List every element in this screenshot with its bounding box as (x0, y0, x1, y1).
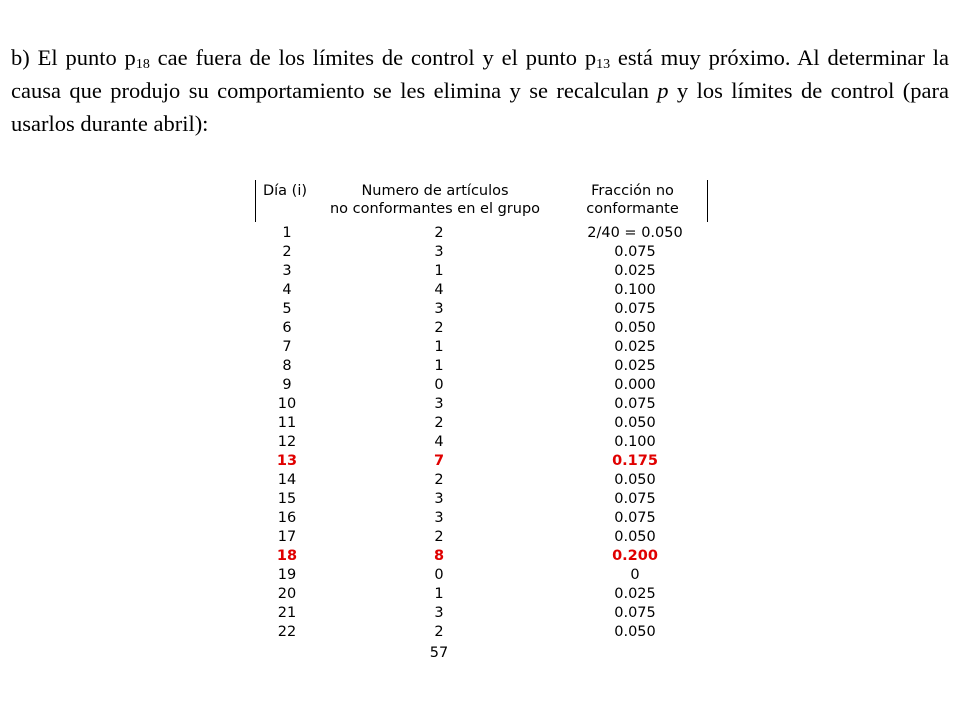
cell-count: 2 (434, 225, 444, 241)
cell-count: 3 (434, 491, 444, 507)
table-row (255, 376, 710, 395)
cell-fraction: 0.050 (614, 624, 656, 640)
cell-fraction: 0.025 (614, 263, 656, 279)
table-right-border (707, 180, 708, 222)
table-row (255, 243, 710, 262)
cell-count: 2 (434, 320, 444, 336)
table-row (255, 300, 710, 319)
cell-count: 4 (434, 282, 444, 298)
header-count-line1: Numero de artículos (361, 183, 509, 199)
subscript-13: 13 (596, 57, 611, 72)
cell-count: 3 (434, 244, 444, 260)
cell-day: 2 (282, 244, 292, 260)
table-row (255, 490, 710, 509)
cell-count: 2 (434, 415, 444, 431)
table-row (255, 528, 710, 547)
header-count-line2: no conformantes en el grupo (329, 201, 541, 217)
cell-count: 1 (434, 586, 444, 602)
cell-day: 15 (277, 491, 297, 507)
cell-count: 3 (434, 510, 444, 526)
cell-day: 17 (277, 529, 297, 545)
cell-day: 11 (277, 415, 297, 431)
table-body (255, 224, 710, 642)
cell-day: 10 (277, 396, 297, 412)
cell-count: 2 (434, 624, 444, 640)
table-row (255, 547, 710, 566)
paragraph-text-1: b) El punto p (11, 45, 136, 70)
cell-day: 21 (277, 605, 297, 621)
cell-day: 14 (277, 472, 297, 488)
cell-fraction: 0.075 (614, 301, 656, 317)
subscript-18: 18 (135, 57, 150, 72)
cell-count: 7 (433, 453, 445, 469)
cell-count: 4 (434, 434, 444, 450)
header-fraction-line2: conformante (586, 201, 679, 217)
cell-fraction: 0.050 (614, 529, 656, 545)
table-row (255, 566, 710, 585)
paragraph-text-4: y los límites de control (para usarlos durante abril): (11, 78, 949, 136)
cell-count: 3 (434, 301, 444, 317)
paragraph-text-3: está muy próximo. Al determinar la causa que produjo su comportamiento se les elimina y se recalculan (11, 45, 949, 103)
table-row (255, 585, 710, 604)
table-row (255, 357, 710, 376)
cell-day: 13 (276, 453, 298, 469)
table-row (255, 471, 710, 490)
table-row (255, 262, 710, 281)
cell-fraction: 0 (630, 567, 640, 583)
table-row (255, 604, 710, 623)
cell-day: 8 (282, 358, 292, 374)
header-count (315, 182, 555, 218)
table-row (255, 338, 710, 357)
cell-count: 8 (433, 548, 445, 564)
table-row (255, 623, 710, 642)
cell-count: 1 (434, 339, 444, 355)
cell-count: 1 (434, 263, 444, 279)
cell-count: 3 (434, 605, 444, 621)
cell-day: 3 (282, 263, 292, 279)
table-row (255, 319, 710, 338)
cell-day: 22 (277, 624, 297, 640)
problem-paragraph (11, 41, 949, 140)
cell-fraction: 0.025 (614, 358, 656, 374)
cell-fraction: 0.075 (614, 396, 656, 412)
cell-fraction: 0.050 (614, 320, 656, 336)
cell-fraction: 0.050 (614, 415, 656, 431)
cell-count: 0 (434, 567, 444, 583)
cell-count: 1 (434, 358, 444, 374)
cell-day: 16 (277, 510, 297, 526)
cell-fraction: 0.025 (614, 339, 656, 355)
cell-day: 7 (282, 339, 292, 355)
header-fraction (560, 182, 705, 218)
cell-day: 20 (277, 586, 297, 602)
cell-fraction: 0.050 (614, 472, 656, 488)
cell-fraction: 0.075 (614, 605, 656, 621)
cell-count: 0 (434, 377, 444, 393)
cell-fraction: 0.075 (614, 491, 656, 507)
table-row (255, 224, 710, 243)
table-row (255, 281, 710, 300)
paragraph-text-2: cae fuera de los límites de control y el punto p (149, 45, 597, 70)
table-row (255, 452, 710, 471)
cell-fraction: 0.100 (614, 282, 656, 298)
cell-fraction: 0.025 (614, 586, 656, 602)
cell-fraction: 0.075 (614, 244, 656, 260)
table-row (255, 433, 710, 452)
cell-count: 2 (434, 472, 444, 488)
table-row (255, 414, 710, 433)
cell-day: 6 (282, 320, 292, 336)
count-total: 57 (429, 645, 449, 661)
cell-day: 19 (277, 567, 297, 583)
table-row (255, 395, 710, 414)
cell-day: 5 (282, 301, 292, 317)
cell-fraction: 0.075 (614, 510, 656, 526)
cell-fraction: 0.175 (612, 453, 658, 469)
cell-fraction: 2/40 = 0.050 (587, 225, 683, 241)
cell-fraction: 0.100 (614, 434, 656, 450)
cell-day: 1 (282, 225, 292, 241)
cell-count: 3 (434, 396, 444, 412)
cell-day: 9 (282, 377, 292, 393)
cell-day: 18 (276, 548, 298, 564)
cell-day: 4 (282, 282, 292, 298)
cell-fraction: 0.000 (614, 377, 656, 393)
table-row (255, 509, 710, 528)
header-fraction-line1: Fracción no (591, 183, 674, 199)
cell-count: 2 (434, 529, 444, 545)
cell-fraction: 0.200 (612, 548, 658, 564)
data-table (255, 180, 710, 670)
cell-day: 12 (277, 434, 297, 450)
paragraph-italic-p: p (657, 78, 669, 103)
header-day: Día (i) (262, 183, 308, 199)
